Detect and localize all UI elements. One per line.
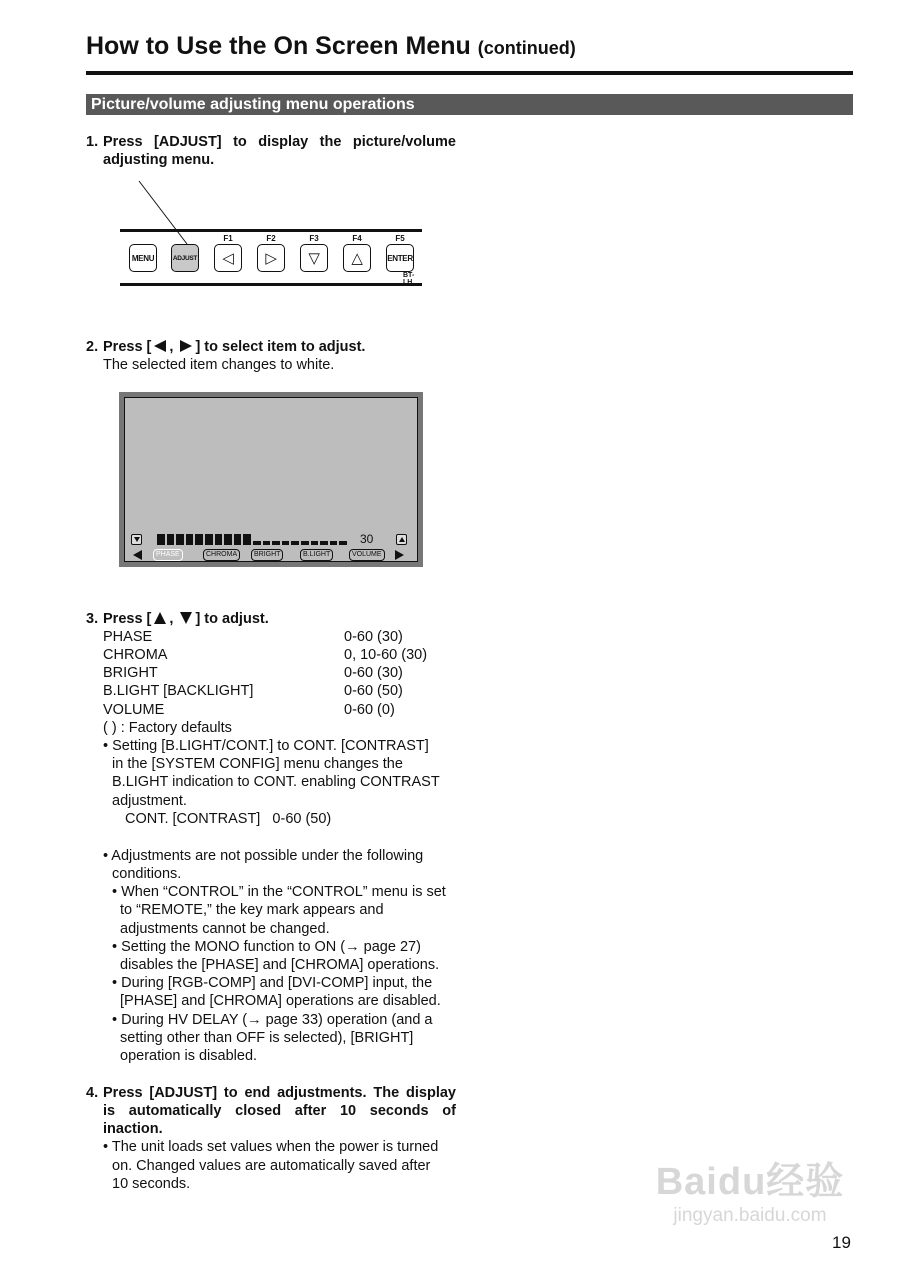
range-name: VOLUME bbox=[103, 702, 165, 718]
range-value: 0, 10-60 (30) bbox=[344, 647, 428, 663]
defaults-note: ( ) : Factory defaults bbox=[103, 720, 232, 736]
level-segment bbox=[311, 541, 319, 545]
enter-button[interactable]: ENTER bbox=[386, 244, 414, 272]
bullet-line: B.LIGHT indication to CONT. enabling CONTRAST bbox=[112, 774, 440, 790]
sub-bullet-line: operation is disabled. bbox=[120, 1048, 258, 1064]
f3-label: F3 bbox=[309, 234, 319, 243]
level-segment bbox=[320, 541, 328, 545]
level-segment bbox=[205, 534, 213, 545]
range-value: 0-60 (30) bbox=[344, 665, 403, 681]
sub-bullet-line: disables the [PHASE] and [CHROMA] operations. bbox=[120, 957, 440, 973]
osd-item-volume: VOLUME bbox=[349, 549, 385, 561]
osd-display bbox=[124, 397, 418, 562]
model-label: BT-LH bbox=[403, 272, 415, 286]
osd-left-arrow-icon bbox=[133, 550, 142, 560]
level-segment bbox=[157, 534, 165, 545]
step2-suffix: ] to select item to adjust. bbox=[195, 339, 366, 355]
sub-bullet-line: [PHASE] and [CHROMA] operations are disabled. bbox=[120, 993, 441, 1009]
sub-bullet-line: • Setting the MONO function to ON (→ page 27) bbox=[112, 939, 421, 955]
osd-item-bright: BRIGHT bbox=[251, 549, 283, 561]
step2-number: 2. bbox=[86, 339, 99, 355]
level-segment bbox=[272, 541, 280, 545]
level-segment bbox=[176, 534, 184, 545]
level-segment bbox=[339, 541, 347, 545]
osd-item-row bbox=[133, 549, 413, 561]
range-name: CHROMA bbox=[103, 647, 168, 663]
step2-sub: The selected item changes to white. bbox=[103, 357, 335, 373]
bullet-line: in the [SYSTEM CONFIG] menu changes the bbox=[112, 756, 403, 772]
left-triangle-icon: ◁ bbox=[222, 250, 234, 267]
range-value: 0-60 (0) bbox=[344, 702, 395, 718]
up-key-icon bbox=[399, 537, 405, 542]
watermark bbox=[640, 1150, 860, 1227]
osd-down-key bbox=[131, 534, 142, 545]
up-arrow-icon bbox=[154, 612, 166, 624]
f2-label: F2 bbox=[266, 234, 276, 243]
step3-heading bbox=[103, 610, 269, 628]
section-header: Picture/volume adjusting menu operations bbox=[86, 94, 853, 115]
level-segment bbox=[195, 534, 203, 545]
page-title bbox=[86, 32, 576, 61]
step2-separator: , bbox=[169, 339, 174, 355]
right-triangle-icon: ▷ bbox=[265, 250, 277, 267]
title-rule bbox=[86, 71, 853, 75]
osd-item-chroma: CHROMA bbox=[203, 549, 240, 561]
level-segment bbox=[263, 541, 271, 545]
range-name: B.LIGHT [BACKLIGHT] bbox=[103, 683, 254, 699]
panel-top-line bbox=[120, 229, 422, 232]
f1-label: F1 bbox=[223, 234, 233, 243]
sub-bullet-line: to “REMOTE,” the key mark appears and bbox=[120, 902, 384, 918]
osd-up-key bbox=[396, 534, 407, 545]
step3-separator: , bbox=[169, 611, 174, 627]
f2-right-button[interactable] bbox=[257, 244, 285, 272]
sub-bullet-line: • During [RGB-COMP] and [DVI-COMP] input, the bbox=[112, 975, 433, 991]
f3-down-button[interactable] bbox=[300, 244, 328, 272]
down-triangle-icon: ▽ bbox=[308, 250, 320, 267]
level-segment bbox=[301, 541, 309, 545]
range-name: BRIGHT bbox=[103, 665, 158, 681]
step1-number: 1. bbox=[86, 134, 99, 150]
sub-bullet-line: • During HV DELAY (→ page 33) operation (and a bbox=[112, 1012, 433, 1028]
sub-bullet-line: • When “CONTROL” in the “CONTROL” menu is set bbox=[112, 884, 446, 900]
step3-prefix: Press [ bbox=[103, 611, 152, 627]
step1-line1: Press [ADJUST] to display the picture/volume bbox=[103, 134, 456, 150]
up-triangle-icon: △ bbox=[351, 250, 363, 267]
osd-item-phase: PHASE bbox=[153, 549, 183, 561]
step1-line2: adjusting menu. bbox=[103, 152, 215, 168]
step4-number: 4. bbox=[86, 1085, 99, 1101]
level-segment bbox=[167, 534, 175, 545]
f1-left-button[interactable] bbox=[214, 244, 242, 272]
step3-number: 3. bbox=[86, 611, 99, 627]
step4-bullet-line: 10 seconds. bbox=[112, 1176, 191, 1192]
osd-screen bbox=[119, 392, 423, 567]
bullet-line: conditions. bbox=[112, 866, 182, 882]
panel-bottom-line bbox=[120, 283, 422, 286]
sub-bullet-line: adjustments cannot be changed. bbox=[120, 921, 330, 937]
level-segment bbox=[291, 541, 299, 545]
sub-bullet-line: setting other than OFF is selected), [BRIGHT] bbox=[120, 1030, 414, 1046]
level-segment bbox=[330, 541, 338, 545]
f5-label: F5 bbox=[395, 234, 405, 243]
step4-bullet-line: • The unit loads set values when the power is turned bbox=[103, 1139, 439, 1155]
bullet-line: adjustment. bbox=[112, 793, 187, 809]
level-bar bbox=[157, 534, 347, 545]
title-main: How to Use the On Screen Menu bbox=[86, 32, 471, 60]
level-segment bbox=[243, 534, 251, 545]
bullet-line: • Setting [B.LIGHT/CONT.] to CONT. [CONTRAST] bbox=[103, 738, 429, 754]
f4-up-button[interactable] bbox=[343, 244, 371, 272]
osd-item-blight: B.LIGHT bbox=[300, 549, 333, 561]
bullet-line: • Adjustments are not possible under the following bbox=[103, 848, 424, 864]
level-segment bbox=[186, 534, 194, 545]
range-value: 0-60 (30) bbox=[344, 629, 403, 645]
contrast-line: CONT. [CONTRAST] 0-60 (50) bbox=[125, 811, 332, 827]
watermark-logo: Baidu经验 bbox=[655, 1161, 845, 1203]
level-segment bbox=[282, 541, 290, 545]
watermark-url: jingyan.baidu.com bbox=[673, 1205, 827, 1226]
menu-button[interactable]: MENU bbox=[129, 244, 157, 272]
level-value: 30 bbox=[360, 532, 374, 546]
step4-bullet-line: on. Changed values are automatically saved after bbox=[112, 1158, 431, 1174]
level-segment bbox=[215, 534, 223, 545]
title-suffix: (continued) bbox=[477, 38, 576, 58]
step4-line3: inaction. bbox=[103, 1121, 163, 1137]
step4-line1: Press [ADJUST] to end adjustments. The display bbox=[103, 1085, 456, 1101]
button-panel bbox=[120, 226, 422, 290]
down-key-icon bbox=[134, 537, 140, 542]
range-name: PHASE bbox=[103, 629, 153, 645]
f4-label: F4 bbox=[352, 234, 362, 243]
right-arrow-icon bbox=[180, 340, 192, 352]
level-segment bbox=[224, 534, 232, 545]
left-arrow-icon bbox=[154, 340, 166, 352]
step3-suffix: ] to adjust. bbox=[195, 611, 269, 627]
step2-heading bbox=[103, 338, 365, 356]
adjust-button[interactable]: ADJUST bbox=[171, 244, 199, 272]
step2-prefix: Press [ bbox=[103, 339, 152, 355]
osd-right-arrow-icon bbox=[395, 550, 404, 560]
down-arrow-icon bbox=[180, 612, 192, 624]
level-segment bbox=[234, 534, 242, 545]
page-number: 19 bbox=[832, 1233, 851, 1252]
range-value: 0-60 (50) bbox=[344, 683, 403, 699]
step4-line2: is automatically closed after 10 seconds of bbox=[103, 1103, 456, 1119]
level-segment bbox=[253, 541, 261, 545]
